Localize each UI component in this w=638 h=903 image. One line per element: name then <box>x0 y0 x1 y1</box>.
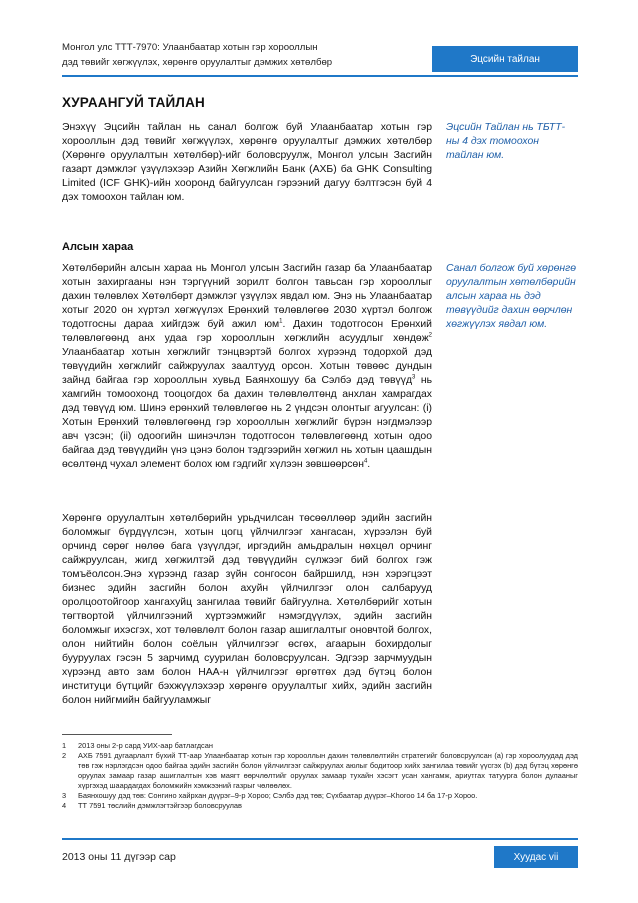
header-divider <box>62 75 578 77</box>
footnote-ref-1: 1 <box>279 318 283 325</box>
vision-paragraph-1 <box>62 262 432 472</box>
section-title: ХУРААНГУЙ ТАЙЛАН <box>62 95 205 110</box>
document-header-title <box>62 40 422 70</box>
footnote-number: 3 <box>62 791 67 800</box>
footnote-ref-4: 4 <box>363 458 368 465</box>
page-number-badge: Хуудас vii <box>494 846 578 868</box>
report-type-badge: Эцсийн тайлан <box>432 46 578 72</box>
header-line-1: Монгол улс ТТТ-7970: Улаанбаатар хотын гэр хорооллын <box>62 42 318 53</box>
footnote-4 <box>62 801 578 811</box>
intro-paragraph: Энэхүү Эцсийн тайлан нь санал болгож буй Улаанбаатар хотын гэр хорооллын дэд төвийг хөгжүүлэх, хөрөнгө оруулалтыг дэмжих хөтөлбөр (Хөрөнгө оруулалтын хөтөлбөр)-ийг боловсруулж, Монгол улсын Засгийн газарт дэмжлэг үзүүлэхээр Азийн Хөгжлийн Банк (АХБ) ба GHK Consulting Limited (ICF GHK)-ийн хооронд байгуулсан гэрээний дагуу бэлтгэсэн буй 4 дэх томоохон тайлан юм. <box>62 122 432 203</box>
footnote-divider <box>62 734 172 735</box>
footer-date: 2013 оны 11 дүгээр сар <box>62 851 176 863</box>
footnote-text: 2013 оны 2-р сард УИХ-аар батлагдсан <box>78 741 213 750</box>
vision-p1-text-a: Хөтөлбөрийн алсын хараа нь Монгол улсын Засгийн газар ба Улаанбаатар хотын захиргааны нэн тэргүүний зорилт болгон тавьсан гэр хорооллыг дахин төлөвлөх Хөтөлбөрт дэмжлэг үзүүлэх явдал юм. Энэ нь Улаанбаатар хотыг 2020 он хүртэл хөгжүүлэх Ерөнхий төлөвлөгөө 2030 хүртэл болгож тодотгосны дараа хийгдэж буй ажил юм <box>62 263 432 330</box>
footnote-text: ТТ 7591 төслийн дэмжлэгтэйгээр боловсруулав <box>78 801 242 810</box>
vision-p1-text-b: . Дахин тодотгосон Ерөнхий төлөвлөгөөнд анх удаа гэр хорооллын хөгжлийн асуудлыг хөндөж <box>62 319 432 344</box>
vision-p1-text-c: Улаанбаатар хотын хөгжлийг тэнцвэртэй болгох хүрээнд тодорхой дэд төвүүдийн хөгжлийг сайжруулах заалтууд орсон. Хотын төвөөс дундын зайнд байгаа гэр хорооллын хувьд Баянхошуу ба Сэлбэ дэд төвүүд <box>62 347 432 386</box>
footnote-number: 2 <box>62 751 67 760</box>
footer-divider <box>62 838 578 840</box>
footnote-text: АХБ 7591 дугаарлалт бүхий ТТ-аар Улаанбаатар хотын гэр хорооллын дахин төлөвлөлтийн стратегийг боловсруулсан (а) гэр хороолуудад дэд төв гэж нэрлэгдсэн одоо байгаа эдийн засгийн болон үйлчилгээг сайжруулах аюлыг бодитоор хийх зангилаа төвийг үүсгэх (b) дэд бүтэц хөрөнгө оруулах замаар газар ашиглалтын хэв маягт өөрчлөлтийг оруулах замаар тухайн хэсэгт усан хангамж, ариутгах татуурга болон дулааныг хүргэхэд шаардагдах боломжийн хэмжээний газрыг чөлөөлөх. <box>78 751 578 790</box>
footnotes <box>62 741 578 811</box>
footnote-3 <box>62 791 578 801</box>
footnote-number: 4 <box>62 801 67 810</box>
footnote-ref-3: 3 <box>412 374 416 381</box>
intro-sidenote: Эцсийн Тайлан нь ТБТТ-ны 4 дэх томоохон тайлан юм. <box>446 122 566 161</box>
footnote-number: 1 <box>62 741 67 750</box>
vision-sidenote: Санал болгож буй хөрөнгө оруулалтын хөтөлбөрийн алсын хараа нь дэд төвүүдийг дахин өөрчлөн хөгжүүлэх явдал юм. <box>446 263 577 330</box>
vision-p1-text-e: . <box>367 459 371 470</box>
header-line-2: дэд төвийг хөгжүүлэх, хөрөнгө оруулалтыг дэмжих хөтөлбөр <box>62 57 333 68</box>
vision-p1-text-d: нь хамгийн томоохонд тооцогдох ба дахин төлөвлөлтөнд анхлан хамрагдах дэд төвүүд юм. Шинэ ерөнхий төлөвлөгөө нь 2 үндсэн олонтыг агуулсан: (i) Хотын Ерөнхий төлөвлөгөөнд гэр хорооллын хөгжлийг бүрэн нэгдмэлээр авч үзсэн; (ii) одоогийн шинэчлэн тодотгосон төлөвлөгөөнд хотын одоо байгаа дэд төвүүдийн үнэ цэнэ болон тэдгээрийн хөгжил нь хотын цаашдын өсөлтөнд чухал элемент болох юм гэдгийг хүлээн зөвшөөрсөн <box>62 375 432 470</box>
vision-heading: Алсын хараа <box>62 241 134 253</box>
footnote-2 <box>62 751 578 791</box>
footnote-ref-2: 2 <box>428 332 432 339</box>
vision-paragraph-2: Хөрөнгө оруулалтын хөтөлбөрийн урьдчилсан төсөөллөөр эдийн засгийн боломжыг бүрдүүлсэн, хотын цогц үйлчилгээг хангасан, хүрээлэн буй орчинд сөрөг нөлөө бага үзүүлдэг, иргэдийн амьдралын нөхцөл орчинг сайжруулсан, жигд хөгжилтэй дэд төвүүдийн сүлжээг бий болгох гэж томъёолсон.Энэ хүрээнд газар зүйн сонгосон байршилд, нэн хэрэгцээт бизнес эдийн засгийн болон ахуйн үйлчилгээг олон салбарууд оролцоотойгоор хангахуйц зангилаа төвийг байгуулна. Хөтөлбөрийг хотын төгтвортой үйлчилгээний хүртээмжийг нэмэгдүүлэх, эдийн засгийн боломжыг ихэсгэх, хот төлөвлөлт болон газар ашиглалтыг оновчтой болгох, олон нийтийн болон соёлын үйлчилгээг өсгөх, агаарын бохирдолыг бууруулах гэсэн 5 зарчимд суурилан боловсруулсан. Эдгээр зарчмуудын хүрээнд авто зам болон НАА-н үйлчилгээг өргөтгөх дэд бүтэц болон институци бүтцийг бэхжүүлэхээр хөрөнгө оруулалтыг хийх, эдийн засгийн болон нийгмийн байгууламжыг <box>62 513 432 706</box>
footnote-text: Баянхошуу дэд төв: Сонгино хайрхан дүүрэг–9-р Хороо; Сэлбэ дэд төв; Сүхбаатар дүүрэг–Khoroo 14 ба 17-р Хороо. <box>78 791 478 800</box>
footnote-1 <box>62 741 578 751</box>
